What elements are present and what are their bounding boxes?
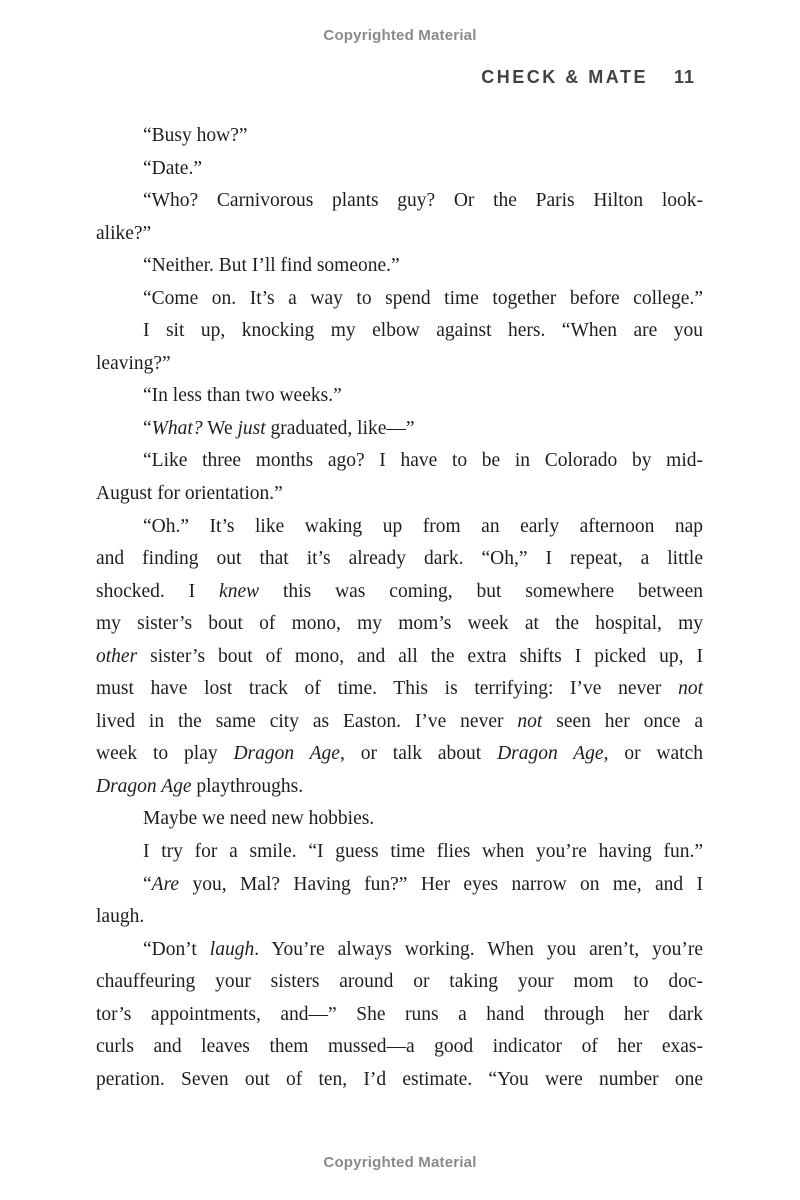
text-segment: sister’s bout of mono, and all the extra shifts I picked up, I [137, 645, 703, 667]
italic-text: not [517, 710, 543, 732]
text-segment: “In less than two weeks.” [143, 385, 342, 407]
running-head-title: CHECK & MATE [481, 67, 648, 87]
text-line [96, 1031, 703, 1064]
text-line [96, 478, 703, 511]
page-number: 11 [673, 67, 695, 87]
text-line [96, 934, 703, 967]
paragraph [96, 120, 703, 153]
text-segment: , or talk about [339, 743, 498, 765]
text-segment: and finding out that it’s already dark. “Oh,” I repeat, a little [96, 548, 703, 570]
text-segment: August for orientation.” [96, 483, 283, 505]
italic-text: Dragon Age [96, 775, 192, 797]
paragraph [96, 185, 703, 250]
text-segment: this was coming, but somewhere between [259, 580, 703, 602]
text-line [96, 120, 703, 153]
paragraph [96, 869, 703, 934]
text-segment: . You’re always working. When you aren’t, you’re [254, 938, 703, 960]
text-line [96, 673, 703, 706]
text-line [96, 771, 703, 804]
text-segment: I try for a smile. “I guess time flies when you’re having fun.” [143, 841, 703, 863]
text-segment: leaving?” [96, 352, 171, 374]
italic-text: What? [151, 417, 203, 439]
italic-text: Dragon Age [233, 743, 340, 765]
text-line [96, 153, 703, 186]
text-segment: “Like three months ago? I have to be in Colorado by mid- [143, 450, 703, 472]
text-segment: “ [143, 873, 152, 895]
text-line [96, 901, 703, 934]
text-line [96, 283, 703, 316]
italic-text: knew [219, 580, 260, 602]
body-text [96, 120, 703, 1096]
text-line [96, 185, 703, 218]
text-segment: graduated, like—” [265, 417, 415, 439]
paragraph [96, 315, 703, 380]
text-segment: lived in the same city as Easton. I’ve never [96, 710, 518, 732]
text-line [96, 706, 703, 739]
text-segment: “Who? Carnivorous plants guy? Or the Paris Hilton look- [143, 190, 703, 212]
text-segment: “Busy how?” [143, 125, 248, 146]
paragraph [96, 934, 703, 1097]
italic-text: Are [151, 873, 180, 895]
copyright-watermark-top: Copyrighted Material [323, 27, 477, 44]
text-line [96, 543, 703, 576]
text-line [96, 218, 703, 251]
text-line [96, 576, 703, 609]
text-line [96, 250, 703, 283]
text-line [96, 380, 703, 413]
text-line [96, 413, 703, 446]
paragraph [96, 413, 703, 446]
text-segment: , or watch [603, 743, 703, 765]
text-line [96, 738, 703, 771]
paragraph [96, 153, 703, 186]
text-segment: you, Mal? Having fun?” Her eyes narrow on me, and I [179, 873, 703, 895]
italic-text: laugh [209, 938, 255, 960]
text-segment: “ [143, 417, 152, 439]
text-segment: “Oh.” It’s like waking up from an early afternoon nap [143, 515, 703, 537]
text-segment: I sit up, knocking my elbow against hers. “When are you [143, 320, 703, 342]
text-line [96, 803, 703, 836]
text-segment: week to play [96, 743, 234, 765]
text-segment: laugh. [96, 906, 145, 928]
text-line [96, 348, 703, 381]
text-line [96, 836, 703, 869]
paragraph [96, 283, 703, 316]
italic-text: other [96, 645, 138, 667]
text-segment: curls and leaves them mussed—a good indicator of her exas- [96, 1036, 703, 1058]
text-line [96, 1064, 703, 1097]
text-segment: tor’s appointments, and—” She runs a hand through her dark [96, 1003, 703, 1025]
paragraph [96, 511, 703, 804]
italic-text: just [237, 417, 266, 439]
text-segment: “Come on. It’s a way to spend time together before college.” [143, 287, 703, 309]
text-segment: peration. Seven out of ten, I’d estimate. “You were number one [96, 1068, 703, 1090]
text-segment: “Neither. But I’ll find someone.” [143, 255, 400, 277]
italic-text: Dragon Age [497, 743, 604, 765]
text-line [96, 641, 703, 674]
text-segment: seen her once a [542, 710, 703, 732]
paragraph [96, 445, 703, 510]
text-line [96, 608, 703, 641]
text-line [96, 966, 703, 999]
text-segment: shocked. I [96, 580, 220, 602]
text-segment: my sister’s bout of mono, my mom’s week at the hospital, my [96, 613, 703, 635]
text-segment: chauffeuring your sisters around or taking your mom to doc- [96, 971, 703, 993]
running-header [96, 67, 703, 88]
paragraph [96, 380, 703, 413]
text-segment: We [202, 417, 238, 439]
italic-text: not [678, 678, 703, 700]
text-line [96, 315, 703, 348]
text-line [96, 869, 703, 902]
text-segment: playthroughs. [191, 775, 304, 797]
text-line [96, 445, 703, 478]
paragraph [96, 250, 703, 283]
text-line [96, 511, 703, 544]
paragraph [96, 836, 703, 869]
text-segment: must have lost track of time. This is terrifying: I’ve never [96, 678, 679, 700]
text-segment: “Don’t [143, 938, 210, 960]
text-line [96, 999, 703, 1032]
text-segment: Maybe we need new hobbies. [143, 808, 375, 830]
copyright-watermark-bottom: Copyrighted Material [323, 1154, 477, 1171]
text-segment: “Date.” [143, 157, 202, 179]
paragraph [96, 803, 703, 836]
text-segment: alike?” [96, 222, 152, 244]
